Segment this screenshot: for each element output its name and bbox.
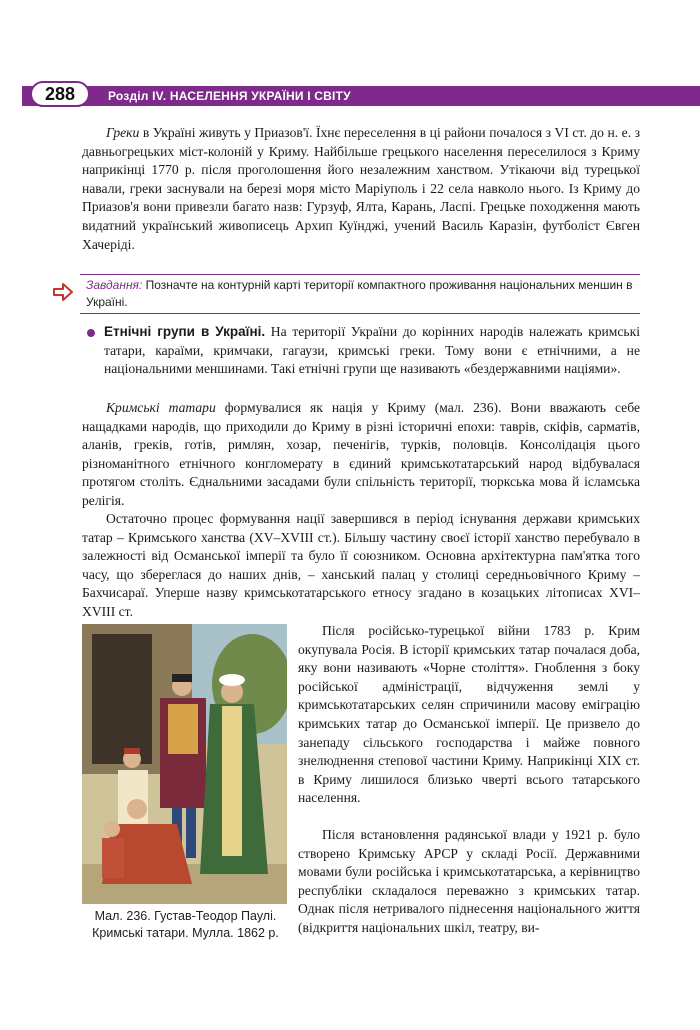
paragraph-ethnic-groups [104, 323, 640, 379]
paragraph-ethnic-groups-text: На території України до корінних народів належать кримські татари, караїми, кримчаки, гагаузи, кримські греки. Тому вони є етнічними, а не національними меншинами. Такі етнічні групи ще називають «бездержавними націями». [104, 324, 640, 377]
term-greeks: Греки [106, 125, 140, 140]
page-header [22, 81, 700, 109]
paragraph-greeks [82, 124, 640, 254]
arrow-right-icon [52, 281, 74, 303]
paragraph-khanate: Остаточно процес формування нації завершився в період існування держави кримських татар – Кримського ханства (XV–XVIII ст.). Більшу частину своєї історії ханство перебувало в залежності від Османської імперії та було її союзником. Основна архітектурна пам'ятка того часу, що збереглася до наших днів, – ханський палац у столиці середньовічного Криму – Бахчисараї. Уперше назву кримськотатарського етносу згадано в козацьких літописах XVI–XVIII ст. [82, 511, 640, 619]
paragraph-soviet-period: Після встановлення радянської влади у 1921 р. було створено Кримську АРСР у складі Росії. Державними мовами були російська і кримськотатарська, а керівництво республіки складалося переважно з кримських татар. Однак після нетривалого піднесення національного життя (відкриття національних шкіл, театру, ви- [298, 827, 640, 935]
heading-ethnic-groups: Етнічні групи в Україні. [104, 324, 266, 339]
figure-caption [78, 908, 293, 942]
caption-line-1: Мал. 236. Густав-Теодор Паулі. [94, 909, 277, 923]
paragraph-tatars-text: формувалися як нація у Криму (мал. 236). Вони вважають себе нащадками народів, що приходили до Криму в різні історичні епохи: таврів, скіфів, сарматів, аланів, греків, готів, римлян, хозар, печенігів, турків, половців. Консолідація цього різноманітного етнічного конгломерату в єдиний кримськотатарський народ відбувалася протягом століть. Єднальними засадами були спільність території, тюркська мова й ісламська релігія. [82, 400, 640, 508]
caption-line-2: Кримські татари. Мулла. 1862 р. [92, 926, 279, 940]
term-crimean-tatars: Кримські татари [106, 400, 216, 415]
task-box [80, 274, 640, 314]
bullet-icon [87, 329, 95, 337]
paragraph-greeks-text: в Україні живуть у Приазов'ї. Їхнє переселення в ці райони почалося з VI ст. до н. е. з давньогрецьких міст-колоній у Криму. Найбільше грецького населення переселилося з Криму наприкінці 1770 р. після проголошення його незалежним ханством. Утікаючи від турецької навали, греки заснували на березі моря місто Маріуполь і 22 села навколо нього. Із Криму до Приазов'я вони привезли багато назв: Гурзуф, Ялта, Карань, Ласпі. Грецьке походження мають видатний український живописець Архип Куїнджі, учений Василь Каразін, футболіст Євген Хачеріді. [82, 125, 640, 252]
paragraph-tatars [82, 399, 640, 511]
painting-image [82, 624, 287, 904]
paragraph-russian-annexation: Після російсько-турецької війни 1783 р. Крим окупувала Росія. В історії кримських татар почалася доба, яку вони називають «Чорне століття». Гноблення з боку російської адміністрації, відчуження землі у кримськотатарських селян спричинили масову еміграцію кримських татар до Османської імперії. Це призвело до занепаду сільського господарства і майже повного знелюднення степової частини Криму. Наприкінці XIX ст. в Криму лишилося близько чверті всього татарського населення. [298, 623, 640, 806]
page-number: 288 [30, 81, 90, 107]
task-label: Завдання: [86, 278, 143, 292]
task-body: Позначте на контурній карті території компактного проживання національних меншин в Україні. [86, 278, 633, 309]
task-text [86, 277, 636, 311]
illustration-crimean-tatars [82, 624, 287, 904]
section-title: Розділ IV. НАСЕЛЕННЯ УКРАЇНИ І СВІТУ [108, 89, 351, 103]
